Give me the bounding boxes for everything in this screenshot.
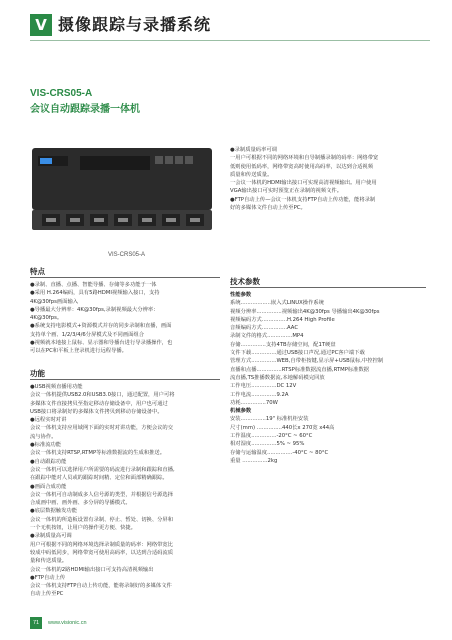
spec-line: 工作电压...............DC 12V: [230, 383, 297, 390]
function-line: ●画面合成功能: [30, 483, 67, 490]
product-subtitle: 会议自动跟踪录播一体机: [30, 104, 140, 115]
footer-url[interactable]: www.visionic.cn: [48, 620, 87, 626]
performance-title: 性能参数: [230, 292, 252, 298]
function-line: 会议一体机的2路HDMI输出接口可支持高清视频输出: [30, 566, 154, 573]
spec-line: 音频编码方式...............AAC: [230, 325, 299, 332]
feature-line: 可以在PC和平板上登录机进行远程导播。: [30, 348, 127, 355]
page-number: 71: [30, 617, 42, 629]
spec-line: 存储与运输温度...............-40°C ~ 80°C: [230, 449, 329, 456]
device-image: [30, 144, 214, 242]
header-divider: [30, 40, 430, 41]
feature-line: ●采用 H.264编码，具有5路HDMI视频输入接口，支持: [30, 290, 160, 297]
right-top-line: ●录制质量码率可调: [230, 147, 277, 153]
spec-line: 工作电流...............9.2A: [230, 391, 289, 398]
spec-line: 录制文件的格式...............MP4: [230, 333, 304, 340]
feature-line: ●录制、直播、点播、智能导播、存储等多功能于一体: [30, 282, 157, 288]
function-line: 一个无机按钮，让用户的操作更方便、快捷。: [30, 525, 136, 532]
function-line: 会议一体机可以选择用户所需要的码流进行录制和跟踪和直播,: [30, 466, 175, 473]
features-divider: [30, 277, 220, 278]
function-line: 会议一体机支持RTSP,RTMP等标准数据流的生成和推送。: [30, 450, 166, 457]
feature-line: ●视频就本地接上鼠标、显示器和导播台进行导录播操作，也: [30, 340, 173, 347]
right-top-line: VGA输出接口可实时预览正在录制的视频文件。: [230, 188, 342, 195]
right-top-line: ●FTP自动上传—会议一体机支持FTP自动上传功能，能将录制: [230, 196, 376, 203]
function-line: 自动上传至PC: [30, 591, 64, 598]
spec-line: 系统..................嵌入式LINUX操作系统: [230, 300, 324, 307]
device-caption: VIS-CRS05-A: [108, 252, 146, 258]
functions-title: 功能: [30, 369, 45, 378]
right-top-line: 好的多媒体文件自动上传至PC。: [230, 205, 306, 212]
spec-line: 相对湿度...............5% ~ 95%: [230, 441, 305, 448]
spec-line: 尺寸(mm) ...............440长x 270宽 x44高: [230, 424, 335, 431]
feature-line: ●系统支持电影模式+资源模式并存的同步录制和直播，画面: [30, 323, 172, 330]
function-line: 会议一体机支持FTP自动上传功能，能将录制好的多媒体文件: [30, 583, 172, 590]
feature-line: ●导播最大分辨率：4K@30fps,录制视频最大分辨率：: [30, 306, 159, 313]
function-line: 会议一体机提供USB2.0和USB3.0接口，通过配置，用户可将: [30, 392, 175, 399]
function-line: 合成画中画、画外画、多分屏的导播模式。: [30, 500, 131, 507]
product-model: VIS-CRS05-A: [30, 88, 93, 99]
function-line: USB接口将录制好的多媒体文件拷贝到移动存储设备中。: [30, 408, 163, 415]
mechanical-title: 机械参数: [230, 408, 252, 415]
right-top-line: 低则使用低码率，网络带宽高时使用高码率，以达到合适视频: [230, 163, 374, 170]
spec-line: 重量 ...............2kg: [230, 457, 278, 464]
spec-line: 直播和点播...............RTSP标准数据流直播,RTMP标准数据: [230, 366, 370, 373]
features-title: 特点: [30, 267, 45, 276]
functions-divider: [30, 379, 220, 380]
right-top-list: [230, 146, 430, 212]
feature-line: 支持单个画、1/2/3/4/6分屏模式及不同画面组合: [30, 331, 145, 338]
specs-divider: [230, 287, 426, 288]
function-line: ●标准流功能: [30, 442, 62, 449]
section-badge: V: [30, 14, 52, 36]
feature-line: 4K@30fps。: [30, 315, 63, 322]
right-top-line: 质量和传送质量。: [230, 171, 273, 178]
spec-line: 存储...............支持4TB存储空间，配1T硬盘: [230, 341, 336, 348]
function-line: 用户可根据不同的网络环境选择录制质量的码率：网络带宽比: [30, 541, 174, 548]
function-line: 多媒体文件直接拷贝至指定移动存储设备中，用户也可通过: [30, 400, 168, 407]
specs-title: 技术参数: [230, 277, 260, 286]
spec-line: 视频分辨率...............视频输出4K@30fps 导播输出4K@30fps: [230, 308, 380, 315]
function-line: 会议一体机的所造板设置有录制、停止、暂处、切换、分屏和: [30, 516, 174, 523]
function-line: ●FTP自动上传: [30, 574, 66, 581]
function-line: 流与协作。: [30, 433, 57, 440]
spec-line: 管理方式...............WEB,自带柜按键,显示屏+USB鼠标,中控控制: [230, 358, 384, 365]
page-header: [0, 0, 452, 52]
function-line: ●自动跟踪功能: [30, 458, 67, 465]
spec-line: 流直播,TS推播数据流,本地解码模完回放: [230, 374, 325, 381]
function-line: 会议一体机支持应用域网下面的实时对讲功能，方便会议的交: [30, 425, 174, 432]
function-line: ●USB视频直播用功能: [30, 384, 83, 390]
spec-line: 安装...............19" 标准机柜安装: [230, 416, 309, 423]
right-top-line: 一用户可根据不同的网络环境和自导制播录制的码率：网络带宽: [230, 155, 379, 162]
function-line: 在跟踪中能对人员或的跟踪时间精、定位和面部精确跟踪。: [30, 475, 168, 482]
spec-line: 功耗...............70W: [230, 399, 278, 406]
function-line: ●底层数据触发功能: [30, 508, 77, 515]
function-line: 较成中码低同步，网络带宽可使用高码率，以达到合适码流质: [30, 549, 174, 556]
spec-line: 工作温度...............-20°C ~ 60°C: [230, 433, 313, 440]
spec-line: 视频编码方式...............H.264 High Profile: [230, 316, 335, 323]
spec-line: 文件下载...............通过USB接口声况,通过PC客户端下载: [230, 350, 365, 357]
feature-line: 4K@30fps画面输入: [30, 298, 79, 305]
function-line: ●录制质量高可调: [30, 533, 72, 540]
specs-list: [230, 291, 430, 465]
page-title: 摄像跟踪与录播系统: [58, 15, 212, 34]
function-line: 会议一体机可自动制成多人信号源的类型，并根据信号源选择: [30, 491, 174, 498]
function-line: ●远程实时对讲: [30, 417, 67, 424]
right-top-line: 一会议一体机的HDMI输出接口可实现高清视频输出。用户使用: [230, 180, 377, 187]
functions-list: [30, 383, 225, 599]
function-line: 量和传送质量。: [30, 558, 68, 565]
features-list: [30, 281, 225, 356]
